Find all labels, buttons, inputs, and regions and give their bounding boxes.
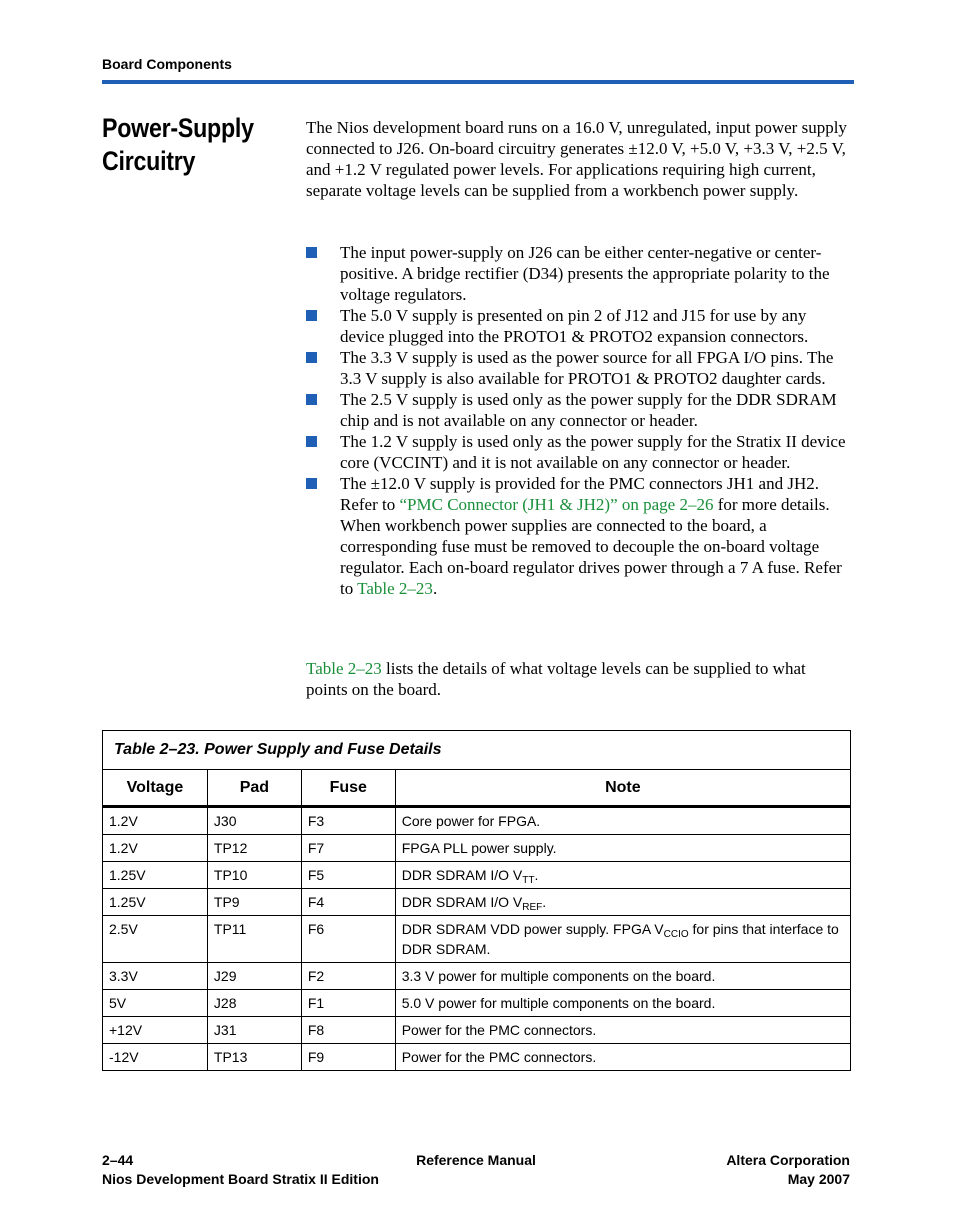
- table-row: [103, 862, 851, 889]
- square-bullet-icon: [306, 394, 317, 405]
- fuse-cell: F5: [301, 862, 395, 889]
- note-cell: 5.0 V power for multiple components on the board.: [395, 990, 850, 1017]
- table-row: [103, 1017, 851, 1044]
- edition-title: Nios Development Board Stratix II Edition: [102, 1171, 379, 1187]
- voltage-cell: -12V: [103, 1044, 208, 1071]
- intro-paragraph: The Nios development board runs on a 16.0 V, unregulated, input power supply connected to J26. On-board circuitry generates ±12.0 V, +5.0 V, +3.3 V, +2.5 V, and +1.2 V regulated power levels. For applications requiring high current, separate voltage levels can be supplied from a workbench power supply.: [306, 118, 847, 200]
- list-item: The 2.5 V supply is used only as the power supply for the DDR SDRAM chip and is not available on any connector or header.: [306, 389, 851, 431]
- table-row: [103, 1044, 851, 1071]
- pad-cell: TP10: [207, 862, 301, 889]
- square-bullet-icon: [306, 478, 317, 489]
- table-row: [103, 835, 851, 862]
- fuse-cell: F3: [301, 807, 395, 835]
- pad-cell: TP13: [207, 1044, 301, 1071]
- table-reference-paragraph: Table 2–23 lists the details of what voltage levels can be supplied to what points on the board.: [306, 659, 806, 699]
- fuse-cell: F2: [301, 963, 395, 990]
- square-bullet-icon: [306, 436, 317, 447]
- bullet-list: [306, 242, 851, 599]
- square-bullet-icon: [306, 247, 317, 258]
- pad-cell: J30: [207, 807, 301, 835]
- footer-right: [650, 1151, 850, 1189]
- fuse-cell: F1: [301, 990, 395, 1017]
- voltage-cell: 2.5V: [103, 916, 208, 963]
- table-row: [103, 916, 851, 963]
- page-number: 2–44: [102, 1152, 134, 1168]
- power-supply-fuse-table: [102, 730, 851, 1071]
- list-item: The 1.2 V supply is used only as the power supply for the Stratix II device core (VCCINT) and it is not available on any connector or header.: [306, 431, 851, 473]
- note-cell: DDR SDRAM I/O $V_{TT}$.: [395, 862, 850, 889]
- table-row: [103, 889, 851, 916]
- fuse-cell: F8: [301, 1017, 395, 1044]
- note-cell: DDR SDRAM I/O $V_{REF}$.: [395, 889, 850, 916]
- fuse-cell: F4: [301, 889, 395, 916]
- list-item: The 3.3 V supply is used as the power source for all FPGA I/O pins. The 3.3 V supply is also available for PROTO1 & PROTO2 daughter cards.: [306, 347, 851, 389]
- list-item: The ±12.0 V supply is provided for the PMC connectors JH1 and JH2. Refer to “PMC Connector (JH1 & JH2)” on page 2–26 for more details. When workbench power supplies are connected to the board, a corresponding fuse must be removed to decouple the on-board voltage regulator. Each on-board regulator drives power through a 7 A fuse. Refer to Table 2–23.: [306, 473, 851, 599]
- pad-cell: J31: [207, 1017, 301, 1044]
- square-bullet-icon: [306, 310, 317, 321]
- list-item: The input power-supply on J26 can be either center-negative or center-positive. A bridge rectifier (D34) presents the appropriate polarity to the voltage regulators.: [306, 242, 851, 305]
- note-cell: FPGA PLL power supply.: [395, 835, 850, 862]
- voltage-cell: 1.2V: [103, 807, 208, 835]
- column-header-pad: Pad: [207, 770, 301, 807]
- note-cell: 3.3 V power for multiple components on the board.: [395, 963, 850, 990]
- table-2-23-link[interactable]: Table 2–23: [306, 659, 382, 678]
- pad-cell: TP12: [207, 835, 301, 862]
- footer-center: [300, 1151, 652, 1170]
- voltage-cell: 3.3V: [103, 963, 208, 990]
- pad-cell: TP9: [207, 889, 301, 916]
- pmc-connector-link[interactable]: “PMC Connector (JH1 & JH2)” on page 2–26: [399, 495, 714, 514]
- company-name: Altera Corporation: [726, 1152, 850, 1168]
- fuse-cell: F9: [301, 1044, 395, 1071]
- table-row: [103, 807, 851, 835]
- note-cell: Power for the PMC connectors.: [395, 1044, 850, 1071]
- table-caption: Table 2–23. Power Supply and Fuse Details: [103, 731, 851, 770]
- column-header-fuse: Fuse: [301, 770, 395, 807]
- list-item: The 5.0 V supply is presented on pin 2 of J12 and J15 for use by any device plugged into the PROTO1 & PROTO2 expansion connectors.: [306, 305, 851, 347]
- section-title: Power-Supply Circuitry: [102, 113, 254, 176]
- voltage-cell: 1.25V: [103, 889, 208, 916]
- table-2-23-link[interactable]: Table 2–23: [357, 579, 433, 598]
- voltage-cell: 1.25V: [103, 862, 208, 889]
- column-header-note: Note: [395, 770, 850, 807]
- column-header-voltage: Voltage: [103, 770, 208, 807]
- table-row: [103, 963, 851, 990]
- note-cell: Core power for FPGA.: [395, 807, 850, 835]
- table-row: [103, 990, 851, 1017]
- pad-cell: TP11: [207, 916, 301, 963]
- fuse-cell: F6: [301, 916, 395, 963]
- note-cell: Power for the PMC connectors.: [395, 1017, 850, 1044]
- note-cell: DDR SDRAM VDD power supply. FPGA $V_{CCIO}$ for pins that interface to DDR SDRAM.: [395, 916, 850, 963]
- publication-date: May 2007: [787, 1171, 850, 1187]
- pad-cell: J28: [207, 990, 301, 1017]
- square-bullet-icon: [306, 352, 317, 363]
- voltage-cell: 1.2V: [103, 835, 208, 862]
- running-header: Board Components: [102, 56, 232, 72]
- voltage-cell: 5V: [103, 990, 208, 1017]
- document-type: Reference Manual: [416, 1152, 536, 1168]
- pad-cell: J29: [207, 963, 301, 990]
- header-rule: [102, 80, 854, 84]
- fuse-cell: F7: [301, 835, 395, 862]
- voltage-cell: +12V: [103, 1017, 208, 1044]
